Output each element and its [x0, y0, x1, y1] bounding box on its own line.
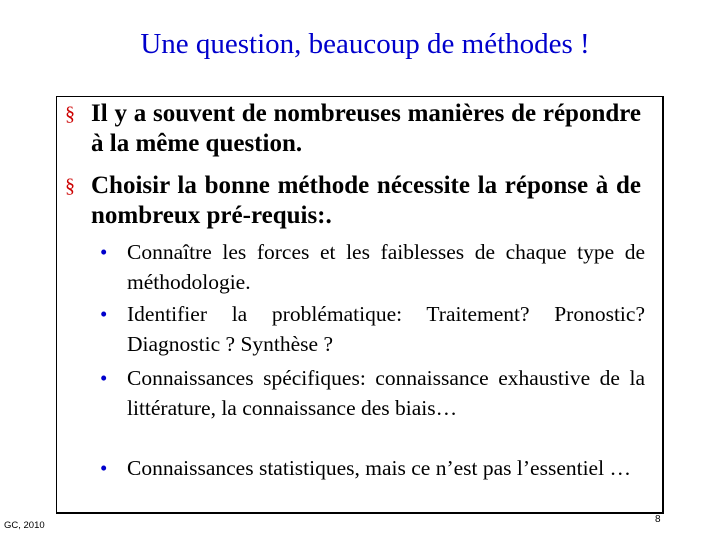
sub-bullet-item — [100, 299, 645, 359]
bullet-text-content: Choisir la bonne méthode nécessite la réponse à de nombreux pré-requis:. — [91, 172, 641, 229]
dot-bullet-icon: • — [100, 302, 108, 326]
bullet-item — [67, 99, 641, 159]
bullet-item — [67, 171, 641, 231]
sub-bullet-text: Identifier la problématique: Traitement? Pronostic? Diagnostic ? Synthèse ? — [127, 302, 645, 356]
dot-bullet-icon: • — [100, 456, 108, 480]
sub-bullet-item — [100, 453, 645, 483]
content-box — [56, 96, 664, 514]
dot-bullet-icon: • — [100, 240, 108, 264]
bullet-text — [69, 99, 641, 159]
slide-title: Une question, beaucoup de méthodes ! — [140, 28, 590, 60]
sub-bullet-text: Connaissances spécifiques: connaissance exhaustive de la littérature, la connaissance des biais… — [127, 366, 645, 420]
bullet-text — [69, 171, 641, 231]
section-bullet-icon: § — [65, 175, 75, 197]
sub-bullet-text: Connaissances statistiques, mais ce n’est pas l’essentiel … — [127, 456, 631, 480]
footer-author: GC, 2010 — [4, 520, 45, 531]
sub-bullet-item — [100, 237, 645, 297]
sub-bullet-item — [100, 363, 645, 423]
sub-bullet-text: Connaître les forces et les faiblesses de chaque type de méthodologie. — [127, 240, 645, 294]
dot-bullet-icon: • — [100, 366, 108, 390]
section-bullet-icon: § — [65, 103, 75, 125]
bullet-text-content: Il y a souvent de nombreuses manières de répondre à la même question. — [91, 100, 641, 157]
page-number: 8 — [655, 514, 661, 525]
